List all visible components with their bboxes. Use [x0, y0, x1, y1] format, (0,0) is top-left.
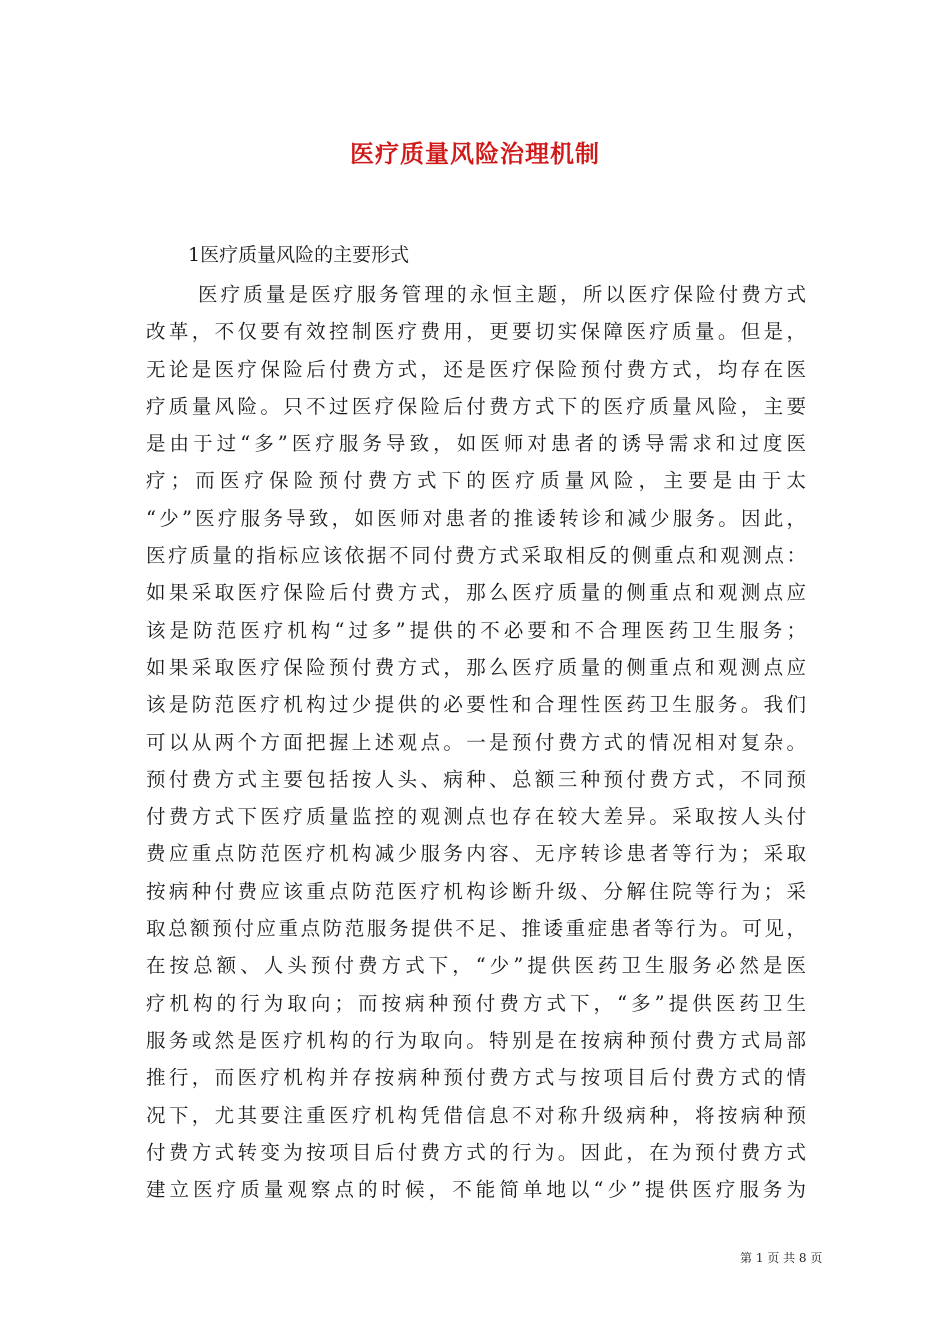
text-line: 医疗质量是医疗服务管理的永恒主题，所以医疗保险付费方式 [198, 283, 806, 306]
text-line: 无论是医疗保险后付费方式，还是医疗保险预付费方式，均存在医 [146, 357, 806, 381]
body-paragraph [146, 282, 806, 1214]
text-line: 该是防范医疗机构“过多”提供的不必要和不合理医药卫生服务； [146, 618, 806, 642]
text-line: 在按总额、人头预付费方式下，“少”提供医药卫生服务必然是医 [146, 954, 806, 978]
text-line: 可以从两个方面把握上述观点。一是预付费方式的情况相对复杂。 [146, 730, 806, 754]
text-line: 预付费方式主要包括按人头、病种、总额三种预付费方式，不同预 [146, 767, 806, 791]
text-line: 医疗质量的指标应该依据不同付费方式采取相反的侧重点和观测点： [146, 544, 806, 568]
document-title: 医疗质量风险治理机制 [350, 139, 600, 168]
text-line: 是由于过“多”医疗服务导致，如医师对患者的诱导需求和过度医 [146, 432, 806, 456]
text-line: 该是防范医疗机构过少提供的必要性和合理性医药卫生服务。我们 [146, 693, 806, 717]
text-line: 疗机构的行为取向；而按病种预付费方式下，“多”提供医药卫生 [146, 991, 806, 1015]
text-line: 推行，而医疗机构并存按病种预付费方式与按项目后付费方式的情 [146, 1066, 806, 1090]
text-line: 付费方式转变为按项目后付费方式的行为。因此，在为预付费方式 [146, 1140, 806, 1164]
text-line: 取总额预付应重点防范服务提供不足、推诿重症患者等行为。可见， [146, 917, 806, 941]
text-line: 疗；而医疗保险预付费方式下的医疗质量风险，主要是由于太 [146, 469, 806, 493]
text-line: 疗质量风险。只不过医疗保险后付费方式下的医疗质量风险，主要 [146, 394, 806, 418]
text-line: 改革，不仅要有效控制医疗费用，更要切实保障医疗质量。但是， [146, 320, 806, 344]
text-line: “少”医疗服务导致，如医师对患者的推诿转诊和减少服务。因此， [146, 506, 806, 530]
page-number: 第 1 页 共 8 页 [740, 1251, 823, 1265]
text-line: 服务或然是医疗机构的行为取向。特别是在按病种预付费方式局部 [146, 1028, 806, 1052]
text-line: 况下，尤其要注重医疗机构凭借信息不对称升级病种，将按病种预 [146, 1103, 806, 1127]
text-line: 按病种付费应该重点防范医疗机构诊断升级、分解住院等行为；采 [146, 879, 806, 903]
text-line: 如果采取医疗保险后付费方式，那么医疗质量的侧重点和观测点应 [146, 581, 806, 605]
text-line: 如果采取医疗保险预付费方式，那么医疗质量的侧重点和观测点应 [146, 655, 806, 679]
text-line: 建立医疗质量观察点的时候，不能简单地以“少”提供医疗服务为 [146, 1178, 806, 1202]
text-line: 付费方式下医疗质量监控的观测点也存在较大差异。采取按人头付 [146, 805, 806, 829]
section-heading: 1医疗质量风险的主要形式 [188, 244, 410, 266]
text-line: 费应重点防范医疗机构减少服务内容、无序转诊患者等行为；采取 [146, 842, 806, 866]
